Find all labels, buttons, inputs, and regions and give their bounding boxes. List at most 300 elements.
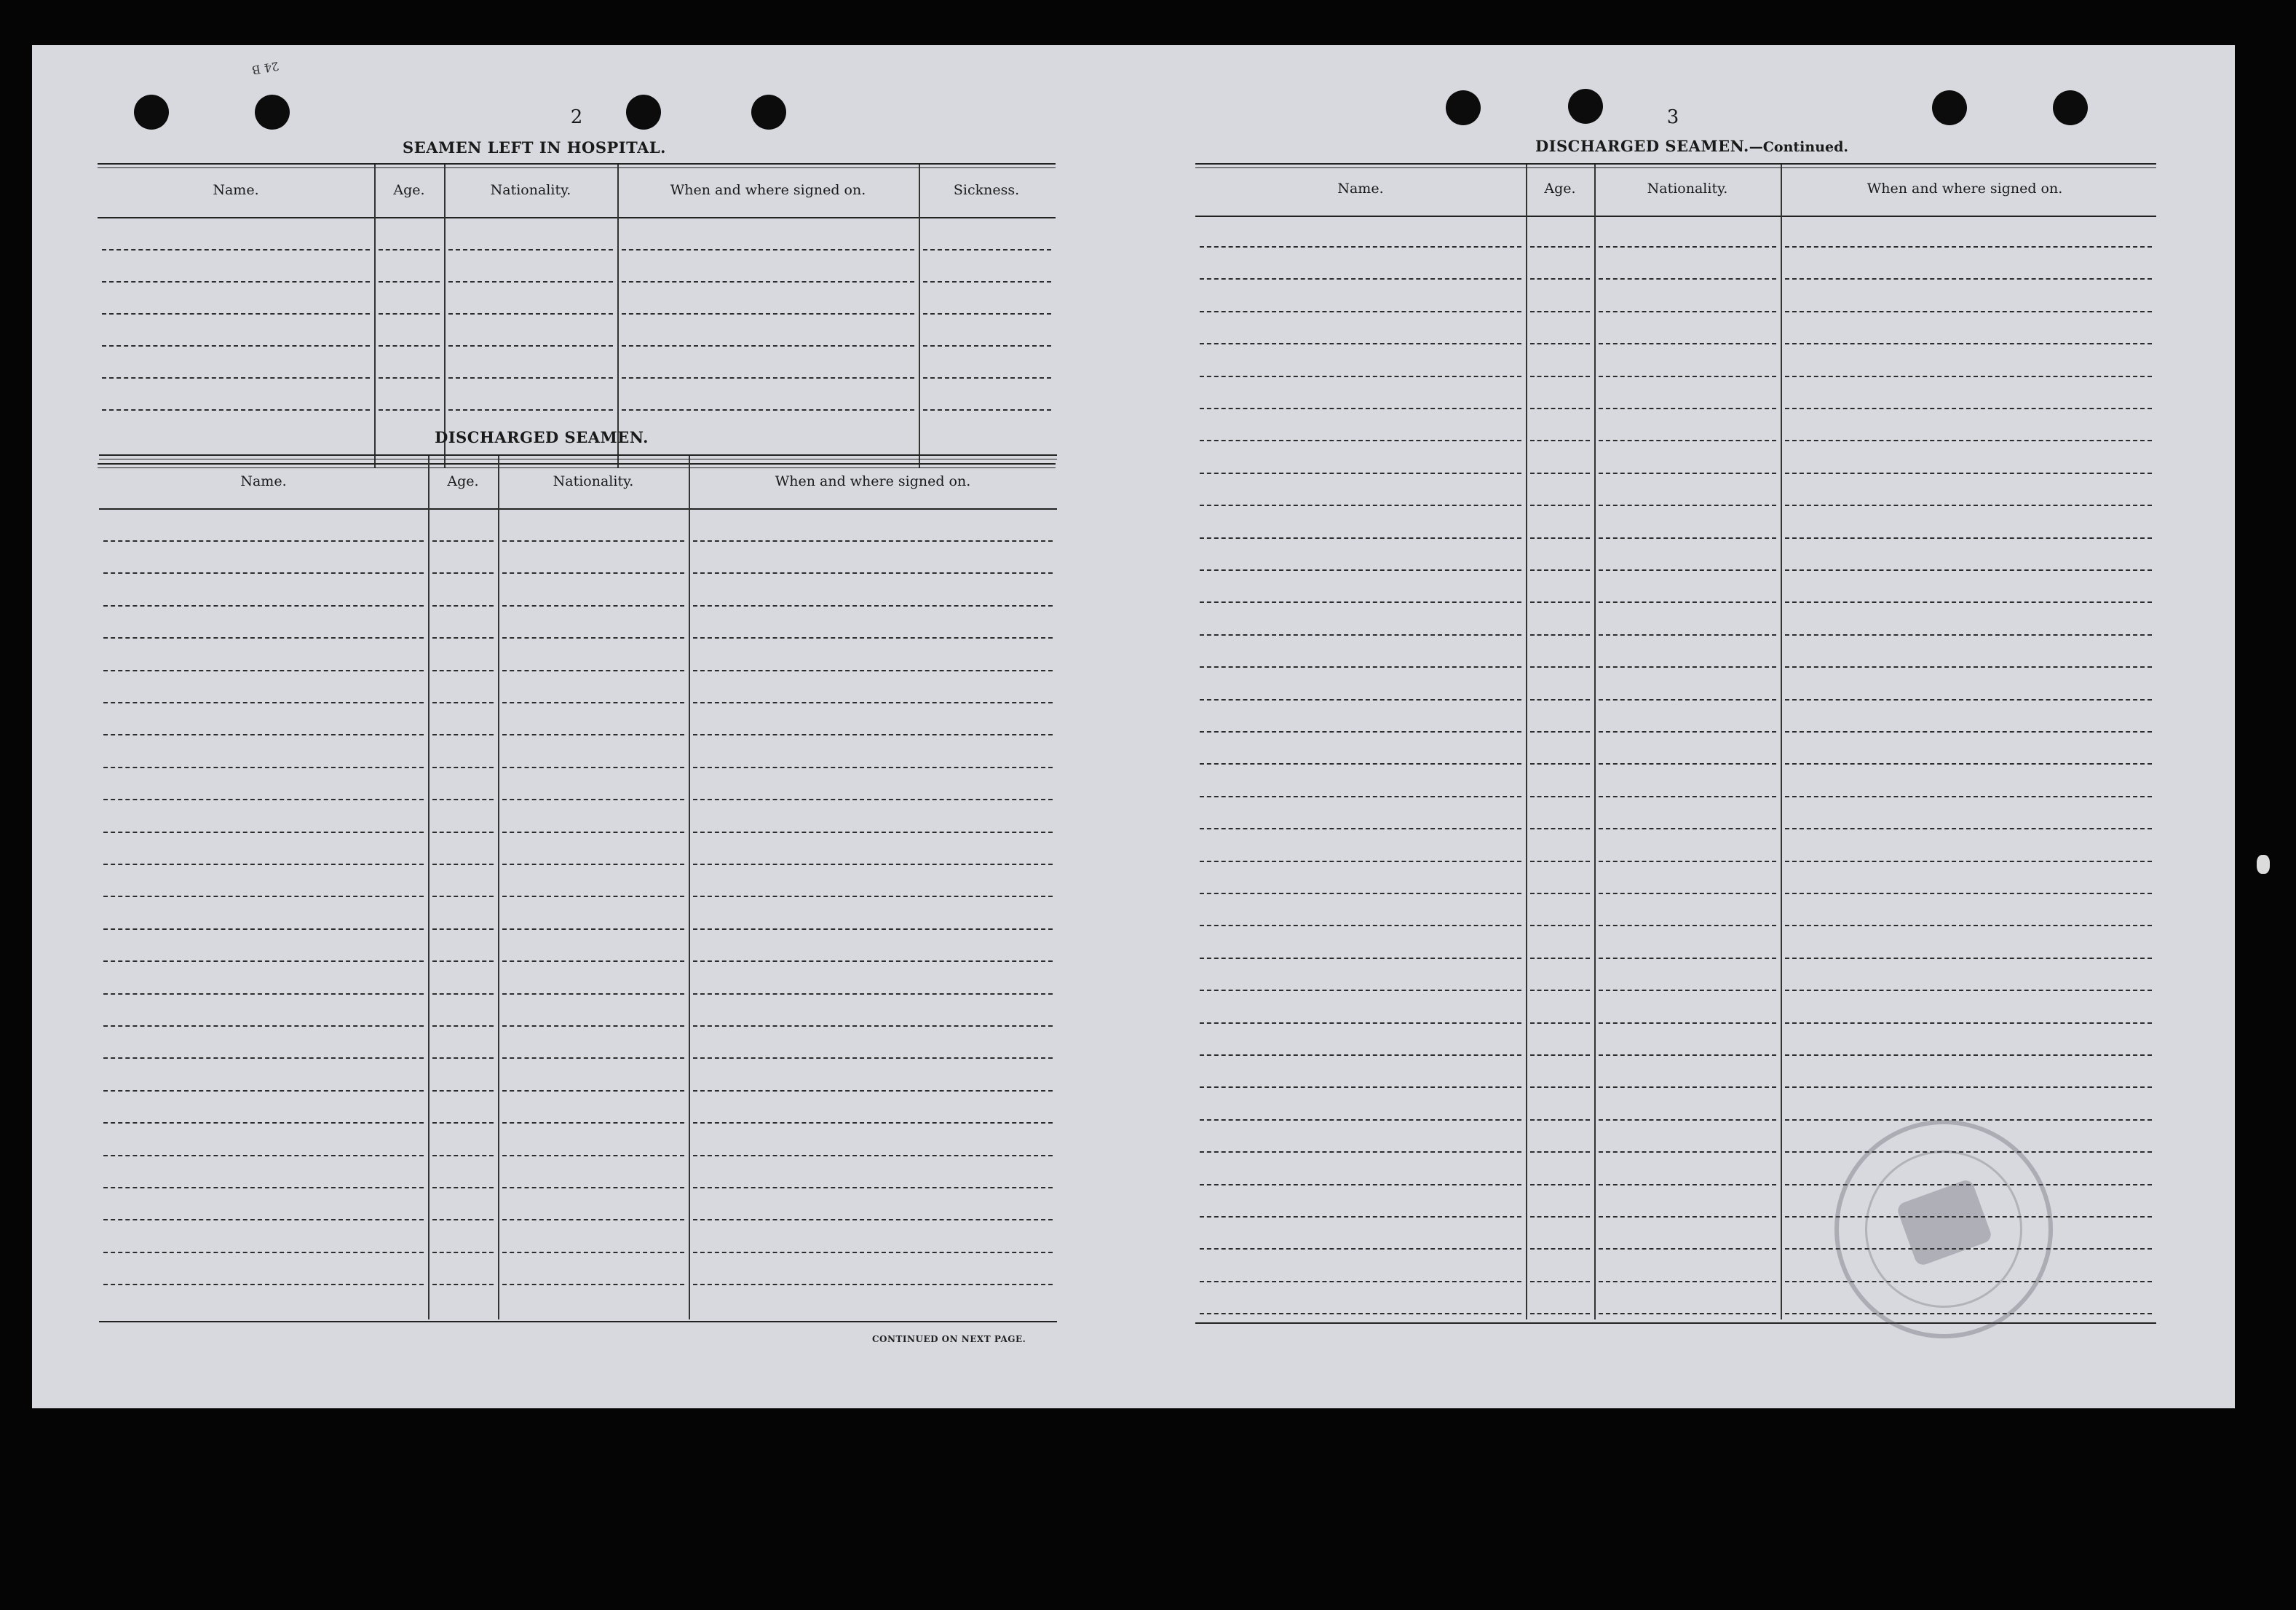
ruled-line xyxy=(103,1284,424,1285)
ruled-line xyxy=(1530,1022,1590,1024)
ruled-line xyxy=(1530,1313,1590,1314)
column-header-age: Age. xyxy=(447,473,479,489)
ruled-line xyxy=(1599,1151,1776,1153)
column-divider xyxy=(374,165,376,467)
table-top-rule xyxy=(99,454,1057,459)
punch-hole xyxy=(1932,90,1967,125)
hospital-table xyxy=(98,163,1056,469)
ruled-line xyxy=(1200,1281,1521,1282)
ruled-line xyxy=(923,313,1051,315)
column-header-signed-on: When and where signed on. xyxy=(670,182,866,198)
ruled-line xyxy=(1599,861,1776,862)
column-header-name: Name. xyxy=(1337,181,1384,197)
ruled-line xyxy=(432,767,494,768)
ruled-line xyxy=(1785,343,2152,344)
ruled-line xyxy=(693,864,1053,865)
ruled-line xyxy=(693,702,1053,703)
ruled-line xyxy=(1599,473,1776,474)
ruled-line xyxy=(502,1122,684,1124)
ruled-line xyxy=(103,605,424,607)
column-header-age: Age. xyxy=(1544,181,1576,197)
ruled-line xyxy=(448,345,613,347)
ruled-line xyxy=(1530,440,1590,441)
ruled-line xyxy=(103,767,424,768)
ruled-line xyxy=(1599,666,1776,668)
ruled-line xyxy=(102,281,370,283)
ruled-line xyxy=(1200,343,1521,344)
ruled-line xyxy=(103,993,424,995)
ruled-line xyxy=(622,249,914,250)
ruled-line xyxy=(693,1252,1053,1253)
ruled-line xyxy=(1200,1216,1521,1218)
column-divider xyxy=(428,456,429,1319)
ruled-line xyxy=(432,960,494,962)
ruled-line xyxy=(1530,861,1590,862)
ruled-line xyxy=(432,605,494,607)
section-title: SEAMEN LEFT IN HOSPITAL. xyxy=(403,138,666,157)
ruled-line xyxy=(1200,731,1521,733)
ruled-line xyxy=(103,1025,424,1027)
ruled-line xyxy=(1599,569,1776,571)
ruled-line xyxy=(693,1122,1053,1124)
ruled-line xyxy=(102,409,370,411)
ruled-line xyxy=(1200,1119,1521,1121)
header-underline xyxy=(1195,216,2156,217)
ruled-line xyxy=(502,896,684,897)
ruled-line xyxy=(103,637,424,639)
ruled-line xyxy=(1530,1281,1590,1282)
ruled-line xyxy=(693,960,1053,962)
ruled-line xyxy=(693,799,1053,800)
handwritten-mark: 24 B xyxy=(250,58,280,78)
ruled-line xyxy=(1599,601,1776,603)
section-title xyxy=(1488,137,1896,155)
ruled-line xyxy=(693,1219,1053,1220)
ruled-line xyxy=(432,896,494,897)
ruled-line xyxy=(502,767,684,768)
ruled-line xyxy=(432,734,494,735)
ruled-line xyxy=(502,799,684,800)
ruled-line xyxy=(1599,958,1776,959)
ruled-line xyxy=(1530,569,1590,571)
ruled-line xyxy=(1785,699,2152,701)
ruled-line xyxy=(1785,311,2152,312)
ruled-line xyxy=(1785,278,2152,280)
ruled-line xyxy=(432,572,494,574)
ruled-line xyxy=(502,832,684,833)
column-divider xyxy=(1781,165,1782,1319)
table-top-rule xyxy=(98,163,1056,168)
ruled-line xyxy=(1599,1248,1776,1250)
table-top-rule xyxy=(1195,163,2156,168)
ruled-line xyxy=(379,249,440,250)
ruled-line xyxy=(1530,408,1590,409)
ruled-line xyxy=(102,313,370,315)
ruled-line xyxy=(502,1025,684,1027)
ruled-line xyxy=(1200,473,1521,474)
ruled-line xyxy=(1200,537,1521,539)
ruled-line xyxy=(1530,246,1590,248)
ruled-line xyxy=(502,540,684,542)
table-bottom-rule xyxy=(99,1321,1057,1322)
ruled-line xyxy=(1530,505,1590,506)
ruled-line xyxy=(1599,440,1776,441)
ruled-line xyxy=(103,960,424,962)
ruled-line xyxy=(1200,408,1521,409)
ruled-line xyxy=(1599,1054,1776,1056)
ruled-line xyxy=(502,670,684,671)
ruled-line xyxy=(1200,505,1521,506)
ruled-line xyxy=(1785,1022,2152,1024)
column-header-sickness: Sickness. xyxy=(953,182,1020,198)
column-divider xyxy=(1526,165,1527,1319)
ruled-line xyxy=(1200,1022,1521,1024)
ruled-line xyxy=(1785,861,2152,862)
ruled-line xyxy=(1599,634,1776,636)
ruled-line xyxy=(432,1057,494,1059)
ruled-line xyxy=(1530,1119,1590,1121)
ruled-line xyxy=(693,928,1053,930)
ruled-line xyxy=(1785,473,2152,474)
ruled-line xyxy=(1200,763,1521,765)
section-title-suffix: —Continued. xyxy=(1749,139,1849,155)
ruled-line xyxy=(502,1284,684,1285)
ruled-line xyxy=(1530,376,1590,377)
ruled-line xyxy=(923,281,1051,283)
ruled-line xyxy=(1530,828,1590,829)
ruled-line xyxy=(1200,828,1521,829)
ruled-line xyxy=(448,249,613,250)
ruled-line xyxy=(1530,473,1590,474)
ruled-line xyxy=(102,377,370,379)
column-header-signed-on: When and where signed on. xyxy=(1867,181,2063,197)
ruled-line xyxy=(102,345,370,347)
ruled-line xyxy=(103,670,424,671)
ruled-line xyxy=(1599,990,1776,991)
ruled-line xyxy=(1530,763,1590,765)
ruled-line xyxy=(448,281,613,283)
ruled-line xyxy=(1530,925,1590,926)
ruled-line xyxy=(622,281,914,283)
ruled-line xyxy=(693,1187,1053,1188)
ruled-line xyxy=(1200,278,1521,280)
ruled-line xyxy=(432,637,494,639)
punch-hole xyxy=(255,95,290,130)
ruled-line xyxy=(1530,601,1590,603)
ruled-line xyxy=(432,1155,494,1156)
ruled-line xyxy=(1599,893,1776,894)
ledger-sheet xyxy=(32,45,2235,1408)
ruled-line xyxy=(1599,1022,1776,1024)
ruled-line xyxy=(622,409,914,411)
ruled-line xyxy=(1785,601,2152,603)
ruled-line xyxy=(1785,958,2152,959)
ruled-line xyxy=(1530,343,1590,344)
ruled-line xyxy=(923,345,1051,347)
ruled-line xyxy=(1200,1313,1521,1314)
ruled-line xyxy=(1599,376,1776,377)
ruled-line xyxy=(693,572,1053,574)
ruled-line xyxy=(693,1155,1053,1156)
ruled-line xyxy=(1530,1184,1590,1185)
ruled-line xyxy=(1530,278,1590,280)
ruled-line xyxy=(1200,311,1521,312)
ruled-line xyxy=(693,896,1053,897)
ruled-line xyxy=(1530,1216,1590,1218)
ruled-line xyxy=(1200,958,1521,959)
ruled-line xyxy=(502,993,684,995)
ruled-line xyxy=(103,1122,424,1124)
column-divider xyxy=(444,165,446,467)
column-header-age: Age. xyxy=(393,182,425,198)
ruled-line xyxy=(693,670,1053,671)
ruled-line xyxy=(693,637,1053,639)
ruled-line xyxy=(103,864,424,865)
ruled-line xyxy=(693,993,1053,995)
ruled-line xyxy=(432,993,494,995)
ruled-line xyxy=(432,1252,494,1253)
ruled-line xyxy=(1599,1313,1776,1314)
ruled-line xyxy=(1785,408,2152,409)
ruled-line xyxy=(502,702,684,703)
ruled-line xyxy=(1530,1054,1590,1056)
ruled-line xyxy=(379,409,440,411)
ruled-line xyxy=(432,702,494,703)
ruled-line xyxy=(622,345,914,347)
page-number: 3 xyxy=(1666,106,1679,128)
ruled-line xyxy=(693,540,1053,542)
ruled-line xyxy=(379,377,440,379)
ruled-line xyxy=(379,345,440,347)
ruled-line xyxy=(1785,666,2152,668)
column-divider xyxy=(689,456,690,1319)
ruled-line xyxy=(103,928,424,930)
ruled-line xyxy=(1785,1054,2152,1056)
ruled-line xyxy=(1200,861,1521,862)
ruled-line xyxy=(103,1155,424,1156)
ruled-line xyxy=(1785,796,2152,797)
ruled-line xyxy=(432,799,494,800)
ruled-line xyxy=(448,409,613,411)
ruled-line xyxy=(1599,408,1776,409)
ruled-line xyxy=(1785,246,2152,248)
ruled-line xyxy=(448,377,613,379)
ruled-line xyxy=(502,1057,684,1059)
punch-hole xyxy=(751,95,786,130)
page-number: 2 xyxy=(570,106,583,128)
section-title: DISCHARGED SEAMEN. xyxy=(435,428,649,446)
ruled-line xyxy=(502,960,684,962)
ruled-line xyxy=(1599,828,1776,829)
ruled-line xyxy=(1785,376,2152,377)
column-header-signed-on: When and where signed on. xyxy=(775,473,971,489)
ruled-line xyxy=(1599,537,1776,539)
column-header-nationality: Nationality. xyxy=(1647,181,1728,197)
ruled-line xyxy=(432,928,494,930)
ruled-line xyxy=(1530,699,1590,701)
ruled-line xyxy=(1200,699,1521,701)
ruled-line xyxy=(1530,1086,1590,1088)
ruled-line xyxy=(1530,731,1590,733)
ruled-line xyxy=(1530,537,1590,539)
ruled-line xyxy=(103,1252,424,1253)
ruled-line xyxy=(1599,763,1776,765)
ruled-line xyxy=(432,1187,494,1188)
ruled-line xyxy=(103,832,424,833)
ruled-line xyxy=(1785,1086,2152,1088)
ruled-line xyxy=(1200,1151,1521,1153)
ruled-line xyxy=(1200,246,1521,248)
ruled-line xyxy=(1200,666,1521,668)
ruled-line xyxy=(1785,634,2152,636)
column-divider xyxy=(1594,165,1596,1319)
ruled-line xyxy=(1599,1119,1776,1121)
ruled-line xyxy=(502,637,684,639)
ruled-line xyxy=(502,1219,684,1220)
ruled-line xyxy=(103,1090,424,1092)
ruled-line xyxy=(1785,440,2152,441)
ruled-line xyxy=(1599,925,1776,926)
ruled-line xyxy=(103,1057,424,1059)
ruled-line xyxy=(923,377,1051,379)
ruled-line xyxy=(1530,1248,1590,1250)
ruled-line xyxy=(1785,1119,2152,1121)
ruled-line xyxy=(923,409,1051,411)
punch-hole xyxy=(1568,89,1603,124)
ruled-line xyxy=(1200,569,1521,571)
ruled-line xyxy=(103,1187,424,1188)
ruled-line xyxy=(622,313,914,315)
ruled-line xyxy=(1200,601,1521,603)
ruled-line xyxy=(1200,1248,1521,1250)
ruled-line xyxy=(432,1219,494,1220)
ruled-line xyxy=(1200,1184,1521,1185)
ink-stamp xyxy=(1834,1120,2053,1338)
column-divider xyxy=(617,165,619,467)
ruled-line xyxy=(1785,537,2152,539)
ruled-line xyxy=(103,1219,424,1220)
ruled-line xyxy=(1530,311,1590,312)
ruled-line xyxy=(1200,925,1521,926)
ruled-line xyxy=(1599,1086,1776,1088)
ruled-line xyxy=(1200,1054,1521,1056)
ruled-line xyxy=(1200,376,1521,377)
ruled-line xyxy=(432,540,494,542)
ruled-line xyxy=(1785,990,2152,991)
punch-hole xyxy=(1446,90,1481,125)
ruled-line xyxy=(1599,343,1776,344)
ruled-line xyxy=(693,1057,1053,1059)
ruled-line xyxy=(693,832,1053,833)
ruled-line xyxy=(1200,990,1521,991)
discharged-table-left xyxy=(99,454,1057,1322)
ruled-line xyxy=(502,1187,684,1188)
ruled-line xyxy=(1530,958,1590,959)
ruled-line xyxy=(103,572,424,574)
ruled-line xyxy=(103,540,424,542)
ruled-line xyxy=(1200,1086,1521,1088)
ruled-line xyxy=(502,605,684,607)
ruled-line xyxy=(1200,796,1521,797)
ruled-line xyxy=(1530,893,1590,894)
ruled-line xyxy=(502,1252,684,1253)
ruled-line xyxy=(1599,796,1776,797)
ruled-line xyxy=(1530,990,1590,991)
header-underline xyxy=(99,508,1057,510)
ruled-line xyxy=(502,572,684,574)
column-divider xyxy=(919,165,920,467)
punch-hole xyxy=(134,95,169,130)
column-header-nationality: Nationality. xyxy=(553,473,634,489)
ruled-line xyxy=(1599,1281,1776,1282)
ruled-line xyxy=(1785,828,2152,829)
ruled-line xyxy=(1200,893,1521,894)
punch-hole xyxy=(626,95,661,130)
ruled-line xyxy=(103,799,424,800)
ruled-line xyxy=(1200,440,1521,441)
ruled-line xyxy=(1785,505,2152,506)
ruled-line xyxy=(1530,666,1590,668)
ruled-line xyxy=(502,734,684,735)
ruled-line xyxy=(1599,731,1776,733)
ruled-line xyxy=(432,1025,494,1027)
ruled-line xyxy=(432,1122,494,1124)
ruled-line xyxy=(1200,634,1521,636)
ruled-line xyxy=(502,1090,684,1092)
ruled-line xyxy=(103,896,424,897)
ruled-line xyxy=(502,928,684,930)
table-bottom-rule xyxy=(1195,1322,2156,1324)
ruled-line xyxy=(1599,1184,1776,1185)
ruled-line xyxy=(693,767,1053,768)
ruled-line xyxy=(103,702,424,703)
section-title-text: DISCHARGED SEAMEN. xyxy=(1535,137,1749,155)
header-underline xyxy=(98,217,1056,218)
column-header-nationality: Nationality. xyxy=(490,182,571,198)
ruled-line xyxy=(502,864,684,865)
column-header-name: Name. xyxy=(240,473,287,489)
ruled-line xyxy=(432,832,494,833)
ruled-line xyxy=(448,313,613,315)
ruled-line xyxy=(1599,1216,1776,1218)
continued-note: CONTINUED ON NEXT PAGE. xyxy=(872,1334,1026,1344)
ruled-line xyxy=(379,281,440,283)
ruled-line xyxy=(1530,634,1590,636)
ruled-line xyxy=(1599,246,1776,248)
punch-hole xyxy=(2053,90,2088,125)
ruled-line xyxy=(693,734,1053,735)
column-header-name: Name. xyxy=(213,182,259,198)
ruled-line xyxy=(1599,505,1776,506)
ruled-line xyxy=(693,1025,1053,1027)
ruled-line xyxy=(432,864,494,865)
ruled-line xyxy=(1785,763,2152,765)
paper-tab xyxy=(2257,855,2270,874)
ruled-line xyxy=(103,734,424,735)
ruled-line xyxy=(1530,1151,1590,1153)
ruled-line xyxy=(693,605,1053,607)
ruled-line xyxy=(1530,796,1590,797)
ruled-line xyxy=(693,1090,1053,1092)
ruled-line xyxy=(1785,925,2152,926)
ruled-line xyxy=(622,377,914,379)
ruled-line xyxy=(1785,731,2152,733)
ruled-line xyxy=(379,313,440,315)
ruled-line xyxy=(1785,569,2152,571)
ruled-line xyxy=(102,249,370,250)
ruled-line xyxy=(1785,893,2152,894)
ruled-line xyxy=(1599,311,1776,312)
